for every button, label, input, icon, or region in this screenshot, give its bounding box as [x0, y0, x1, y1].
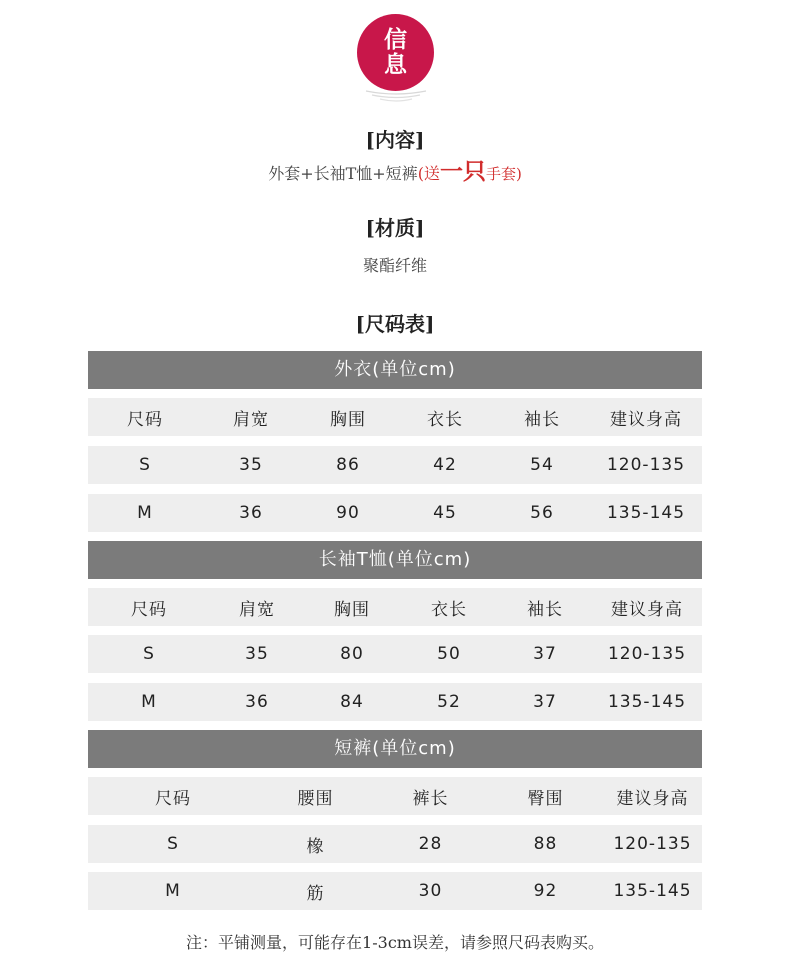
table-cell: M — [137, 503, 153, 523]
header-cell: 袖长 — [524, 409, 560, 430]
gift-open: (送 — [417, 164, 440, 183]
shorts-row-s — [88, 825, 702, 863]
measurement-note: 注：平铺测量，可能存在1-3cm误差，请参照尺码表购买。 — [186, 933, 604, 952]
table-cell: 56 — [530, 503, 554, 523]
table-cell: 筋 — [306, 883, 325, 904]
jacket-table-title: 外衣(单位cm) — [88, 351, 702, 389]
table-cell: 橡 — [306, 836, 325, 857]
table-cell: 28 — [418, 834, 443, 854]
header-cell: 袖长 — [527, 599, 563, 620]
header-cell: 衣长 — [427, 409, 463, 430]
badge-char-2: 息 — [384, 51, 407, 78]
header-cell: 建议身高 — [610, 409, 682, 430]
table-cell: 52 — [437, 692, 461, 712]
shorts-header-row — [88, 777, 702, 815]
table-cell: 37 — [533, 644, 557, 664]
size-chart-title: [尺码表] — [355, 312, 435, 336]
header-cell: 建议身高 — [616, 788, 689, 809]
content-title: [内容] — [365, 128, 425, 152]
header-cell: 尺码 — [155, 788, 191, 809]
table-cell: 120-135 — [607, 644, 687, 664]
table-cell: 50 — [437, 644, 461, 664]
table-cell: 80 — [340, 644, 364, 664]
table-cell: S — [139, 455, 151, 475]
table-cell: 120-135 — [613, 834, 692, 854]
table-cell: 90 — [336, 503, 360, 523]
badge-char-1: 信 — [384, 26, 407, 53]
table-cell: 45 — [433, 503, 457, 523]
content-items: 外套+长袖T恤+短裤 — [268, 164, 418, 183]
shorts-table-title: 短裤(单位cm) — [88, 730, 702, 768]
table-cell: S — [143, 644, 155, 664]
table-cell: S — [167, 834, 179, 854]
tshirt-row-m — [88, 683, 702, 721]
table-cell: 35 — [239, 455, 263, 475]
jacket-row-m — [88, 494, 702, 532]
table-cell: 36 — [245, 692, 269, 712]
table-cell: 135-145 — [607, 692, 687, 712]
shorts-row-m — [88, 872, 702, 910]
table-cell: 135-145 — [613, 881, 692, 901]
table-cell: 120-135 — [606, 455, 686, 475]
material-text: 聚酯纤维 — [362, 256, 427, 275]
header-cell: 肩宽 — [233, 409, 269, 430]
table-cell: 84 — [340, 692, 364, 712]
table-cell: M — [165, 881, 181, 901]
table-cell: 88 — [533, 834, 558, 854]
header-cell: 臀围 — [527, 788, 564, 809]
info-badge — [357, 14, 434, 91]
gift-item: 手套) — [485, 165, 522, 183]
gift-quantity: 一只 — [439, 158, 486, 185]
header-cell: 胸围 — [334, 599, 370, 620]
table-cell: 36 — [239, 503, 263, 523]
table-cell: M — [141, 692, 157, 712]
table-cell: 135-145 — [606, 503, 686, 523]
table-cell: 92 — [533, 881, 558, 901]
header-cell: 尺码 — [131, 599, 167, 620]
header-cell: 衣长 — [431, 599, 467, 620]
jacket-row-s — [88, 446, 702, 484]
content-text — [0, 158, 790, 186]
header-cell: 胸围 — [330, 409, 366, 430]
tshirt-row-s — [88, 635, 702, 673]
badge-wave-decoration — [360, 88, 432, 104]
material-title: [材质] — [365, 216, 425, 240]
table-cell: 86 — [336, 455, 360, 475]
header-cell: 裤长 — [412, 788, 449, 809]
table-cell: 37 — [533, 692, 557, 712]
table-cell: 30 — [418, 881, 443, 901]
header-cell: 建议身高 — [611, 599, 683, 620]
table-cell: 42 — [433, 455, 457, 475]
tshirt-table-title: 长袖T恤(单位cm) — [88, 541, 702, 579]
tshirt-header-row — [88, 588, 702, 626]
jacket-header-row — [88, 398, 702, 436]
header-cell: 尺码 — [127, 409, 163, 430]
table-cell: 35 — [245, 644, 269, 664]
header-cell: 腰围 — [297, 788, 334, 809]
table-cell: 54 — [530, 455, 554, 475]
header-cell: 肩宽 — [239, 599, 275, 620]
